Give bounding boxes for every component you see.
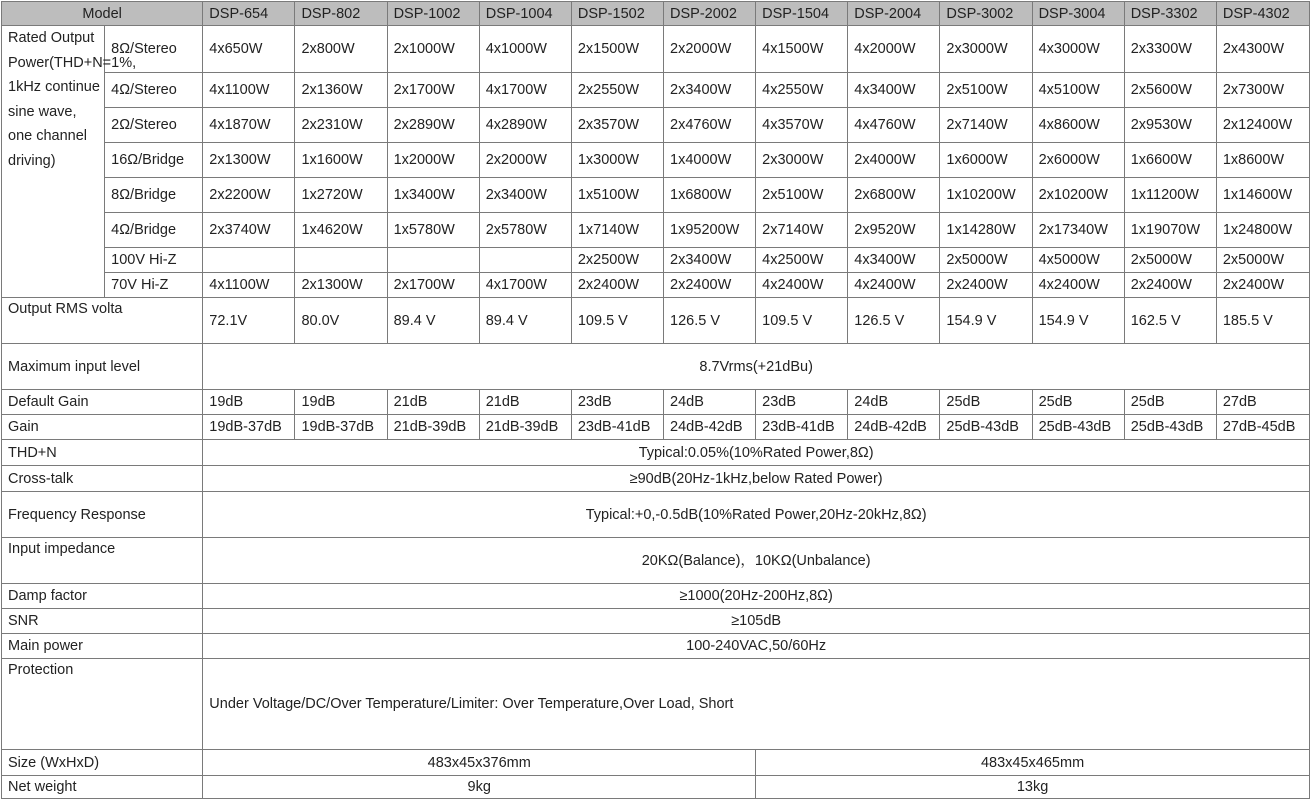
value-cell: 2x7300W	[1216, 73, 1309, 108]
value-cell: 2x2890W	[387, 108, 479, 143]
value-cell: 4x650W	[203, 26, 295, 73]
value-cell: 19dB	[295, 390, 387, 415]
value-cell: 23dB-41dB	[756, 415, 848, 440]
model-name-cell: DSP-654	[203, 2, 295, 26]
value-cell: 2x9530W	[1124, 108, 1216, 143]
impedance-value: 20KΩ(Balance)，10KΩ(Unbalance)	[203, 538, 1310, 584]
value-cell: 154.9 V	[940, 298, 1032, 344]
value-cell: 2x3570W	[571, 108, 663, 143]
rated-row	[2, 248, 1310, 273]
value-cell: 162.5 V	[1124, 298, 1216, 344]
value-cell: 2x5780W	[479, 213, 571, 248]
snr-label: SNR	[2, 609, 203, 634]
value-cell: 4x8600W	[1032, 108, 1124, 143]
value-cell: 4x3400W	[848, 73, 940, 108]
freq-row	[2, 492, 1310, 538]
value-cell: 2x4300W	[1216, 26, 1309, 73]
value-cell: 24dB-42dB	[664, 415, 756, 440]
rms-label: Output RMS volta	[2, 298, 203, 344]
value-cell: 4x2400W	[756, 273, 848, 298]
value-cell: 2x2200W	[203, 178, 295, 213]
size-label: Size (WxHxD)	[2, 750, 203, 776]
rated-row	[2, 213, 1310, 248]
snr-value: ≥105dB	[203, 609, 1310, 634]
value-cell: 4x1100W	[203, 73, 295, 108]
value-cell: 2x5100W	[940, 73, 1032, 108]
value-cell: 2x12400W	[1216, 108, 1309, 143]
freq-value: Typical:+0,-0.5dB(10%Rated Power,20Hz-20kHz,8Ω)	[203, 492, 1310, 538]
model-name-cell: DSP-1002	[387, 2, 479, 26]
value-cell: 27dB	[1216, 390, 1309, 415]
value-cell: 25dB	[1124, 390, 1216, 415]
value-cell: 1x2720W	[295, 178, 387, 213]
value-cell: 2x1360W	[295, 73, 387, 108]
value-cell: 2x2400W	[1124, 273, 1216, 298]
value-cell: 1x6800W	[664, 178, 756, 213]
value-cell: 109.5 V	[571, 298, 663, 344]
rated-row	[2, 178, 1310, 213]
value-cell: 2x1700W	[387, 273, 479, 298]
value-cell: 1x14280W	[940, 213, 1032, 248]
value-cell: 19dB	[203, 390, 295, 415]
value-cell: 1x3400W	[387, 178, 479, 213]
value-cell: 72.1V	[203, 298, 295, 344]
value-cell: 2x1300W	[295, 273, 387, 298]
value-cell: 25dB	[1032, 390, 1124, 415]
value-cell: 4x2400W	[848, 273, 940, 298]
load-label: 8Ω/Stereo	[105, 26, 203, 73]
value-cell: 2x5600W	[1124, 73, 1216, 108]
value-cell: 2x6800W	[848, 178, 940, 213]
model-name-cell: DSP-2002	[664, 2, 756, 26]
value-cell: 25dB-43dB	[940, 415, 1032, 440]
model-header-cell: Model	[2, 2, 203, 26]
value-cell: 4x2500W	[756, 248, 848, 273]
load-label: 70V Hi-Z	[105, 273, 203, 298]
value-cell: 1x4000W	[664, 143, 756, 178]
thd-value: Typical:0.05%(10%Rated Power,8Ω)	[203, 440, 1310, 466]
value-cell: 23dB	[571, 390, 663, 415]
value-cell: 1x14600W	[1216, 178, 1309, 213]
value-cell: 1x8600W	[1216, 143, 1309, 178]
power-value: 100-240VAC,50/60Hz	[203, 634, 1310, 659]
value-cell: 2x3400W	[664, 73, 756, 108]
value-cell: 4x2550W	[756, 73, 848, 108]
load-label: 2Ω/Stereo	[105, 108, 203, 143]
load-label: 100V Hi-Z	[105, 248, 203, 273]
value-cell: 2x7140W	[756, 213, 848, 248]
value-cell: 2x2500W	[571, 248, 663, 273]
crosstalk-value: ≥90dB(20Hz-1kHz,below Rated Power)	[203, 466, 1310, 492]
damp-row	[2, 584, 1310, 609]
value-cell: 1x1600W	[295, 143, 387, 178]
size-small-value: 483x45x376mm	[203, 750, 756, 776]
load-label: 4Ω/Stereo	[105, 73, 203, 108]
value-cell: 1x10200W	[940, 178, 1032, 213]
value-cell: 24dB	[848, 390, 940, 415]
value-cell: 4x1100W	[203, 273, 295, 298]
value-cell: 21dB	[387, 390, 479, 415]
value-cell: 2x9520W	[848, 213, 940, 248]
snr-row	[2, 609, 1310, 634]
value-cell: 2x2000W	[479, 143, 571, 178]
value-cell: 4x4760W	[848, 108, 940, 143]
load-label: 4Ω/Bridge	[105, 213, 203, 248]
spec-table	[1, 1, 1310, 799]
size-row	[2, 750, 1310, 776]
value-cell: 89.4 V	[479, 298, 571, 344]
value-cell: 1x2000W	[387, 143, 479, 178]
crosstalk-row	[2, 466, 1310, 492]
value-cell: 2x3000W	[756, 143, 848, 178]
value-cell: 1x6000W	[940, 143, 1032, 178]
value-cell: 89.4 V	[387, 298, 479, 344]
value-cell: 2x1000W	[387, 26, 479, 73]
value-cell: 2x5000W	[940, 248, 1032, 273]
rated-row	[2, 143, 1310, 178]
value-cell: 1x6600W	[1124, 143, 1216, 178]
load-label: 8Ω/Bridge	[105, 178, 203, 213]
weight-small-value: 9kg	[203, 776, 756, 799]
value-cell: 19dB-37dB	[295, 415, 387, 440]
value-cell: 2x2310W	[295, 108, 387, 143]
rated-power-label: Rated Output Power(THD+N=1%, 1kHz continue sine wave, one channel driving)	[2, 26, 105, 298]
value-cell	[203, 248, 295, 273]
value-cell: 1x5100W	[571, 178, 663, 213]
value-cell: 25dB-43dB	[1032, 415, 1124, 440]
value-cell: 4x1870W	[203, 108, 295, 143]
model-name-cell: DSP-2004	[848, 2, 940, 26]
model-name-cell: DSP-802	[295, 2, 387, 26]
value-cell: 2x2400W	[940, 273, 1032, 298]
value-cell: 4x5100W	[1032, 73, 1124, 108]
value-cell: 25dB-43dB	[1124, 415, 1216, 440]
value-cell	[387, 248, 479, 273]
value-cell: 2x5000W	[1124, 248, 1216, 273]
weight-label: Net weight	[2, 776, 203, 799]
value-cell: 2x1300W	[203, 143, 295, 178]
model-name-cell: DSP-1502	[571, 2, 663, 26]
value-cell: 4x2890W	[479, 108, 571, 143]
gain-row	[2, 415, 1310, 440]
model-name-cell: DSP-3302	[1124, 2, 1216, 26]
value-cell: 2x7140W	[940, 108, 1032, 143]
damp-value: ≥1000(20Hz-200Hz,8Ω)	[203, 584, 1310, 609]
value-cell: 4x1000W	[479, 26, 571, 73]
value-cell: 1x95200W	[664, 213, 756, 248]
header-row	[2, 2, 1310, 26]
value-cell: 2x800W	[295, 26, 387, 73]
value-cell: 2x3740W	[203, 213, 295, 248]
power-row	[2, 634, 1310, 659]
model-name-cell: DSP-4302	[1216, 2, 1309, 26]
rated-row	[2, 26, 1310, 73]
protection-label: Protection	[2, 659, 203, 750]
value-cell: 4x1700W	[479, 73, 571, 108]
thd-row	[2, 440, 1310, 466]
value-cell: 21dB-39dB	[479, 415, 571, 440]
default-gain-label: Default Gain	[2, 390, 203, 415]
value-cell: 2x17340W	[1032, 213, 1124, 248]
protection-row	[2, 659, 1310, 750]
value-cell: 2x3400W	[479, 178, 571, 213]
value-cell: 4x3570W	[756, 108, 848, 143]
power-label: Main power	[2, 634, 203, 659]
load-label: 16Ω/Bridge	[105, 143, 203, 178]
max-input-row	[2, 344, 1310, 390]
value-cell: 2x10200W	[1032, 178, 1124, 213]
value-cell: 2x2400W	[1216, 273, 1309, 298]
crosstalk-label: Cross-talk	[2, 466, 203, 492]
value-cell: 21dB-39dB	[387, 415, 479, 440]
max-input-label: Maximum input level	[2, 344, 203, 390]
value-cell: 1x7140W	[571, 213, 663, 248]
value-cell: 2x1700W	[387, 73, 479, 108]
value-cell: 2x2000W	[664, 26, 756, 73]
value-cell: 25dB	[940, 390, 1032, 415]
value-cell: 4x2400W	[1032, 273, 1124, 298]
value-cell: 1x11200W	[1124, 178, 1216, 213]
rated-row	[2, 108, 1310, 143]
rated-row	[2, 273, 1310, 298]
damp-label: Damp factor	[2, 584, 203, 609]
value-cell	[479, 248, 571, 273]
value-cell: 2x4000W	[848, 143, 940, 178]
size-large-value: 483x45x465mm	[756, 750, 1310, 776]
value-cell: 1x24800W	[1216, 213, 1309, 248]
value-cell: 126.5 V	[848, 298, 940, 344]
weight-large-value: 13kg	[756, 776, 1310, 799]
value-cell	[295, 248, 387, 273]
model-name-cell: DSP-1504	[756, 2, 848, 26]
value-cell: 24dB-42dB	[848, 415, 940, 440]
impedance-row	[2, 538, 1310, 584]
value-cell: 24dB	[664, 390, 756, 415]
value-cell: 2x6000W	[1032, 143, 1124, 178]
value-cell: 2x2550W	[571, 73, 663, 108]
value-cell: 2x5000W	[1216, 248, 1309, 273]
model-name-cell: DSP-1004	[479, 2, 571, 26]
value-cell: 21dB	[479, 390, 571, 415]
value-cell: 23dB-41dB	[571, 415, 663, 440]
value-cell: 1x19070W	[1124, 213, 1216, 248]
impedance-label: Input impedance	[2, 538, 203, 584]
value-cell: 23dB	[756, 390, 848, 415]
gain-label: Gain	[2, 415, 203, 440]
protection-value: Under Voltage/DC/Over Temperature/Limiter: Over Temperature,Over Load, Short	[203, 659, 1310, 750]
value-cell: 185.5 V	[1216, 298, 1309, 344]
model-name-cell: DSP-3004	[1032, 2, 1124, 26]
value-cell: 4x2000W	[848, 26, 940, 73]
value-cell: 80.0V	[295, 298, 387, 344]
value-cell: 1x4620W	[295, 213, 387, 248]
value-cell: 4x3400W	[848, 248, 940, 273]
max-input-value: 8.7Vrms(+21dBu)	[203, 344, 1310, 390]
value-cell: 154.9 V	[1032, 298, 1124, 344]
value-cell: 2x3400W	[664, 248, 756, 273]
value-cell: 109.5 V	[756, 298, 848, 344]
value-cell: 2x4760W	[664, 108, 756, 143]
freq-label: Frequency Response	[2, 492, 203, 538]
thd-label: THD+N	[2, 440, 203, 466]
value-cell: 1x3000W	[571, 143, 663, 178]
value-cell: 4x3000W	[1032, 26, 1124, 73]
value-cell: 4x5000W	[1032, 248, 1124, 273]
value-cell: 2x2400W	[571, 273, 663, 298]
value-cell: 19dB-37dB	[203, 415, 295, 440]
value-cell: 1x5780W	[387, 213, 479, 248]
value-cell: 2x1500W	[571, 26, 663, 73]
rms-row	[2, 298, 1310, 344]
rated-row	[2, 73, 1310, 108]
value-cell: 4x1500W	[756, 26, 848, 73]
default-gain-row	[2, 390, 1310, 415]
value-cell: 4x1700W	[479, 273, 571, 298]
value-cell: 27dB-45dB	[1216, 415, 1309, 440]
value-cell: 2x3300W	[1124, 26, 1216, 73]
value-cell: 2x5100W	[756, 178, 848, 213]
model-name-cell: DSP-3002	[940, 2, 1032, 26]
value-cell: 2x3000W	[940, 26, 1032, 73]
value-cell: 126.5 V	[664, 298, 756, 344]
value-cell: 2x2400W	[664, 273, 756, 298]
weight-row	[2, 776, 1310, 799]
